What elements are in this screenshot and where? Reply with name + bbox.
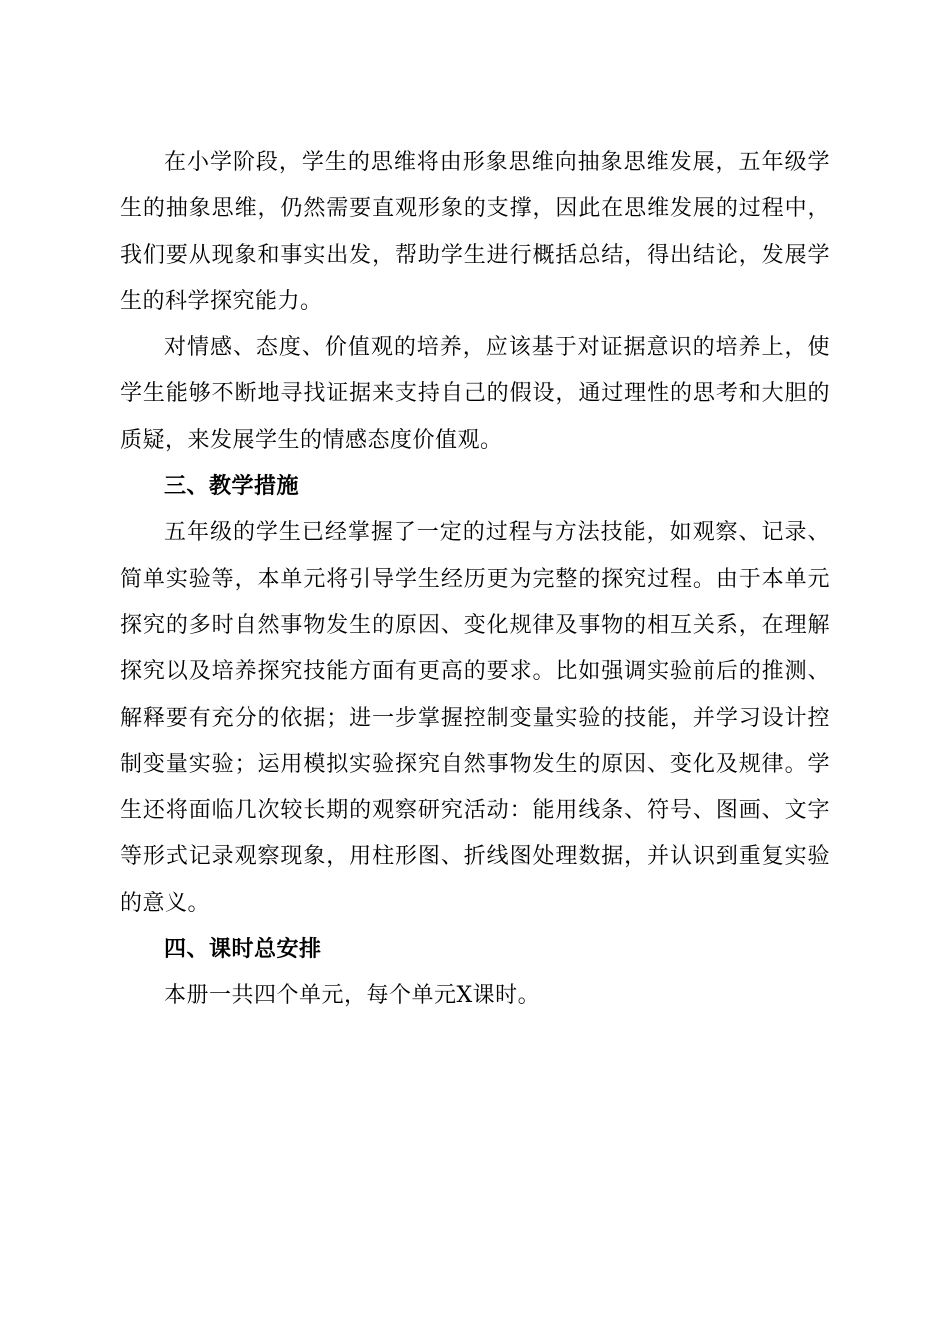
document-body <box>120 140 830 1020</box>
paragraph-thinking-development: 在小学阶段，学生的思维将由形象思维向抽象思维发展，五年级学生的抽象思维，仍然需要直观形象的支撑，因此在思维发展的过程中，我们要从现象和事实出发，帮助学生进行概括总结，得出结论，发展学生的科学探究能力。 <box>120 150 830 314</box>
paragraph-lesson-schedule: 本册一共四个单元，每个单元X课时。 <box>164 983 541 1009</box>
section-heading-teaching-measures: 三、教学措施 <box>164 474 300 500</box>
section-heading-lesson-schedule: 四、课时总安排 <box>164 937 322 963</box>
paragraph-teaching-measures: 五年级的学生已经掌握了一定的过程与方法技能，如观察、记录、简单实验等，本单元将引导学生经历更为完整的探究过程。由于本单元探究的多时自然事物发生的原因、变化规律及事物的相互关系，在理解探究以及培养探究技能方面有更高的要求。比如强调实验前后的推测、解释要有充分的依据；进一步掌握控制变量实验的技能，并学习设计控制变量实验；运用模拟实验探究自然事物发生的原因、变化及规律。学生还将面临几次较长期的观察研究活动：能用线条、符号、图画、文字等形式记录观察现象，用柱形图、折线图处理数据，并认识到重复实验的意义。 <box>120 520 830 916</box>
paragraph-values-cultivation: 对情感、态度、价值观的培养，应该基于对证据意识的培养上，使学生能够不断地寻找证据来支持自己的假设，通过理性的思考和大胆的质疑，来发展学生的情感态度价值观。 <box>120 335 830 453</box>
